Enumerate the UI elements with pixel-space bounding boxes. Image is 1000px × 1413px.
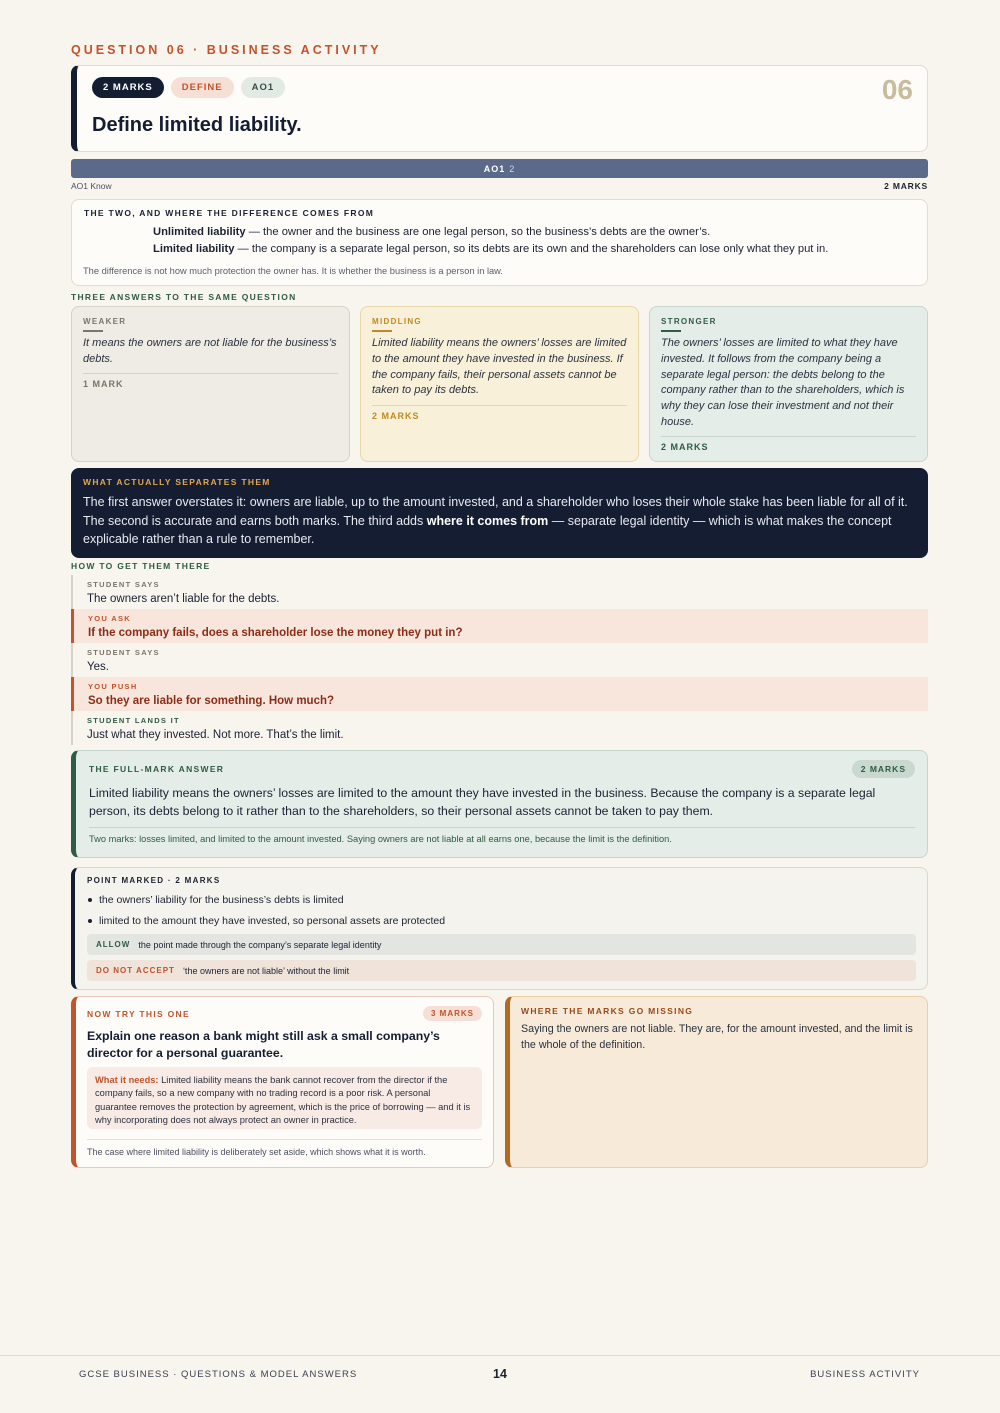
weaker-answer-card bbox=[71, 306, 350, 462]
section-kicker: QUESTION 06 · BUSINESS ACTIVITY bbox=[71, 43, 382, 57]
dialogue-line: If the company fails, does a shareholder lose the money they put in? bbox=[88, 627, 463, 639]
full-mark-marks-badge: 2 MARKS bbox=[852, 760, 915, 778]
limited-term: Limited liability bbox=[153, 243, 235, 255]
marks-chip: 2 MARKS bbox=[92, 77, 164, 98]
footer-rule bbox=[0, 1355, 1000, 1356]
full-mark-note: Two marks: losses limited, and limited to the amount invested. Saying owners are not liable at all earns one, because the limit is the definition. bbox=[89, 834, 672, 844]
dialogue-label: HOW TO GET THEM THERE bbox=[71, 561, 211, 571]
footer-section: BUSINESS ACTIVITY bbox=[810, 1369, 920, 1380]
dialogue-line: Just what they invested. Not more. That’s the limit. bbox=[87, 729, 344, 741]
footer-book-title: GCSE BUSINESS · QUESTIONS & MODEL ANSWERS bbox=[79, 1369, 358, 1380]
dialogue-turn-3 bbox=[71, 643, 928, 677]
point-marked-label: POINT MARKED · 2 MARKS bbox=[87, 876, 221, 885]
full-mark-card bbox=[71, 750, 928, 858]
bullet-icon bbox=[88, 898, 92, 902]
unlimited-term: Unlimited liability bbox=[153, 226, 246, 238]
stronger-rule bbox=[661, 330, 681, 332]
dialogue-tag: YOU ASK bbox=[88, 614, 131, 623]
needs-key: What it needs: bbox=[95, 1075, 159, 1085]
ao-bar bbox=[71, 159, 928, 178]
dialogue-line: So they are liable for something. How much? bbox=[88, 695, 335, 707]
question-chips bbox=[92, 77, 285, 98]
ao-caption: AO1 Know bbox=[71, 181, 112, 191]
weaker-rule bbox=[83, 330, 103, 332]
stronger-answer-card bbox=[649, 306, 928, 462]
separates-label: WHAT ACTUALLY SEPARATES THEM bbox=[83, 477, 271, 487]
middling-label: MIDDLING bbox=[372, 317, 422, 326]
needs-text: Limited liability means the bank cannot recover from the director if the company fails, so a new company with no trading record is a poor risk. A personal guarantee removes the protection by agreement, which is the price of borrowing — and it is why incorporating does not always protect an owner in practice. bbox=[95, 1075, 471, 1125]
separates-card bbox=[71, 468, 928, 558]
definition-label: THE TWO, AND WHERE THE DIFFERENCE COMES FROM bbox=[84, 208, 375, 218]
dialogue-tag: STUDENT LANDS IT bbox=[87, 716, 180, 725]
middling-rule bbox=[372, 330, 392, 332]
point-marked-card bbox=[71, 867, 928, 990]
stronger-text: The owners’ losses are limited to what they have invested. It follows from the company being a separate legal person: the debts belong to the company rather than to the shareholders, which is why they can lose their investment and not their house. bbox=[661, 337, 905, 428]
ao-marks-caption: 2 MARKS bbox=[884, 181, 928, 191]
allow-row bbox=[87, 934, 916, 955]
middling-answer-card bbox=[360, 306, 639, 462]
question-number: 06 bbox=[881, 74, 913, 105]
dialogue-tag: STUDENT SAYS bbox=[87, 580, 160, 589]
assessment-objective-chip: AO1 bbox=[241, 77, 286, 98]
separates-text-after: — separate legal identity — which is what makes the concept explicable rather than a rule to remember. bbox=[83, 513, 892, 546]
full-mark-text: Limited liability means the owners’ losses are limited to the amount they have invested in the business. Because the company is a separate legal person, its debts belong to it rather than to the shareholders, so their personal assets cannot be taken to pay them. bbox=[89, 786, 876, 818]
limited-text: — the company is a separate legal person, so its debts are its own and the shareholders can lose only what they put in. bbox=[234, 243, 829, 255]
allow-text: the point made through the company’s separate legal identity bbox=[138, 939, 382, 950]
marking-point bbox=[88, 894, 344, 906]
dialogue-turn-4 bbox=[71, 677, 928, 711]
marking-point-text: the owners’ liability for the business’s debts is limited bbox=[99, 894, 344, 906]
allow-key: ALLOW bbox=[96, 940, 131, 949]
dialogue-tag: STUDENT SAYS bbox=[87, 648, 160, 657]
separates-text-before: The first answer overstates it: owners are liable, up to the amount invested, and a shareholder who loses their whole stake has been liable for all of it. The second is accurate and earns both marks. The third adds bbox=[83, 495, 908, 528]
ao-bar-label: AO1 bbox=[483, 163, 506, 174]
middling-text: Limited liability means the owners’ losses are limited to the amount they have invested in the business. If the company fails, their personal assets cannot be taken to pay its debts. bbox=[372, 337, 627, 397]
try-note: The case where limited liability is deliberately set aside, which shows what it is worth. bbox=[87, 1147, 426, 1157]
dialogue-turn-1 bbox=[71, 575, 928, 609]
question-card bbox=[71, 65, 928, 152]
separates-emphasis: where it comes from bbox=[426, 513, 549, 528]
middling-marks: 2 MARKS bbox=[372, 411, 420, 421]
weaker-marks: 1 MARK bbox=[83, 379, 124, 389]
command-word-chip: DEFINE bbox=[171, 77, 234, 98]
try-divider bbox=[87, 1139, 482, 1140]
weaker-label: WEAKER bbox=[83, 317, 127, 326]
stronger-marks: 2 MARKS bbox=[661, 442, 709, 452]
answers-label: THREE ANSWERS TO THE SAME QUESTION bbox=[71, 292, 297, 302]
stronger-label: STRONGER bbox=[661, 317, 717, 326]
do-not-accept-row bbox=[87, 960, 916, 981]
marking-point-text: limited to the amount they have invested, so personal assets are protected bbox=[99, 915, 446, 927]
unlimited-text: — the owner and the business are one legal person, so the business’s debts are the owner’s. bbox=[245, 226, 711, 238]
missing-text: Saying the owners are not liable. They are, for the amount invested, and the limit is the whole of the definition. bbox=[521, 1023, 913, 1051]
dialogue-turn-5 bbox=[71, 711, 928, 745]
what-it-needs-box bbox=[87, 1067, 482, 1129]
page-number: 14 bbox=[493, 1367, 507, 1381]
weaker-divider bbox=[83, 373, 338, 374]
definition-note: The difference is not how much protection the owner has. It is whether the business is a person in law. bbox=[83, 266, 503, 276]
unlimited-definition bbox=[153, 226, 710, 238]
dialogue-line: Yes. bbox=[87, 661, 109, 673]
dialogue-tag: YOU PUSH bbox=[88, 682, 138, 691]
try-label: NOW TRY THIS ONE bbox=[87, 1009, 190, 1019]
try-this-card bbox=[71, 996, 494, 1168]
marks-missing-card bbox=[505, 996, 928, 1168]
question-title: Define limited liability. bbox=[92, 114, 302, 136]
marking-point bbox=[88, 915, 445, 927]
separates-text bbox=[83, 493, 914, 549]
dialogue-line: The owners aren’t liable for the debts. bbox=[87, 593, 280, 605]
middling-divider bbox=[372, 405, 627, 406]
stronger-divider bbox=[661, 436, 916, 437]
try-question: Explain one reason a bank might still ask a small company’s director for a personal guarantee. bbox=[87, 1029, 440, 1060]
missing-label: WHERE THE MARKS GO MISSING bbox=[521, 1006, 694, 1016]
do-not-accept-key: DO NOT ACCEPT bbox=[96, 966, 175, 975]
limited-definition bbox=[153, 243, 828, 255]
full-mark-divider bbox=[89, 827, 915, 828]
weaker-text: It means the owners are not liable for the business’s debts. bbox=[83, 337, 337, 365]
full-mark-label: THE FULL-MARK ANSWER bbox=[89, 764, 225, 774]
bullet-icon bbox=[88, 919, 92, 923]
ao-bar-value: 2 bbox=[509, 163, 516, 174]
try-marks-badge: 3 MARKS bbox=[423, 1006, 482, 1021]
do-not-accept-text: ‘the owners are not liable’ without the limit bbox=[182, 965, 350, 976]
dialogue-turn-2 bbox=[71, 609, 928, 643]
